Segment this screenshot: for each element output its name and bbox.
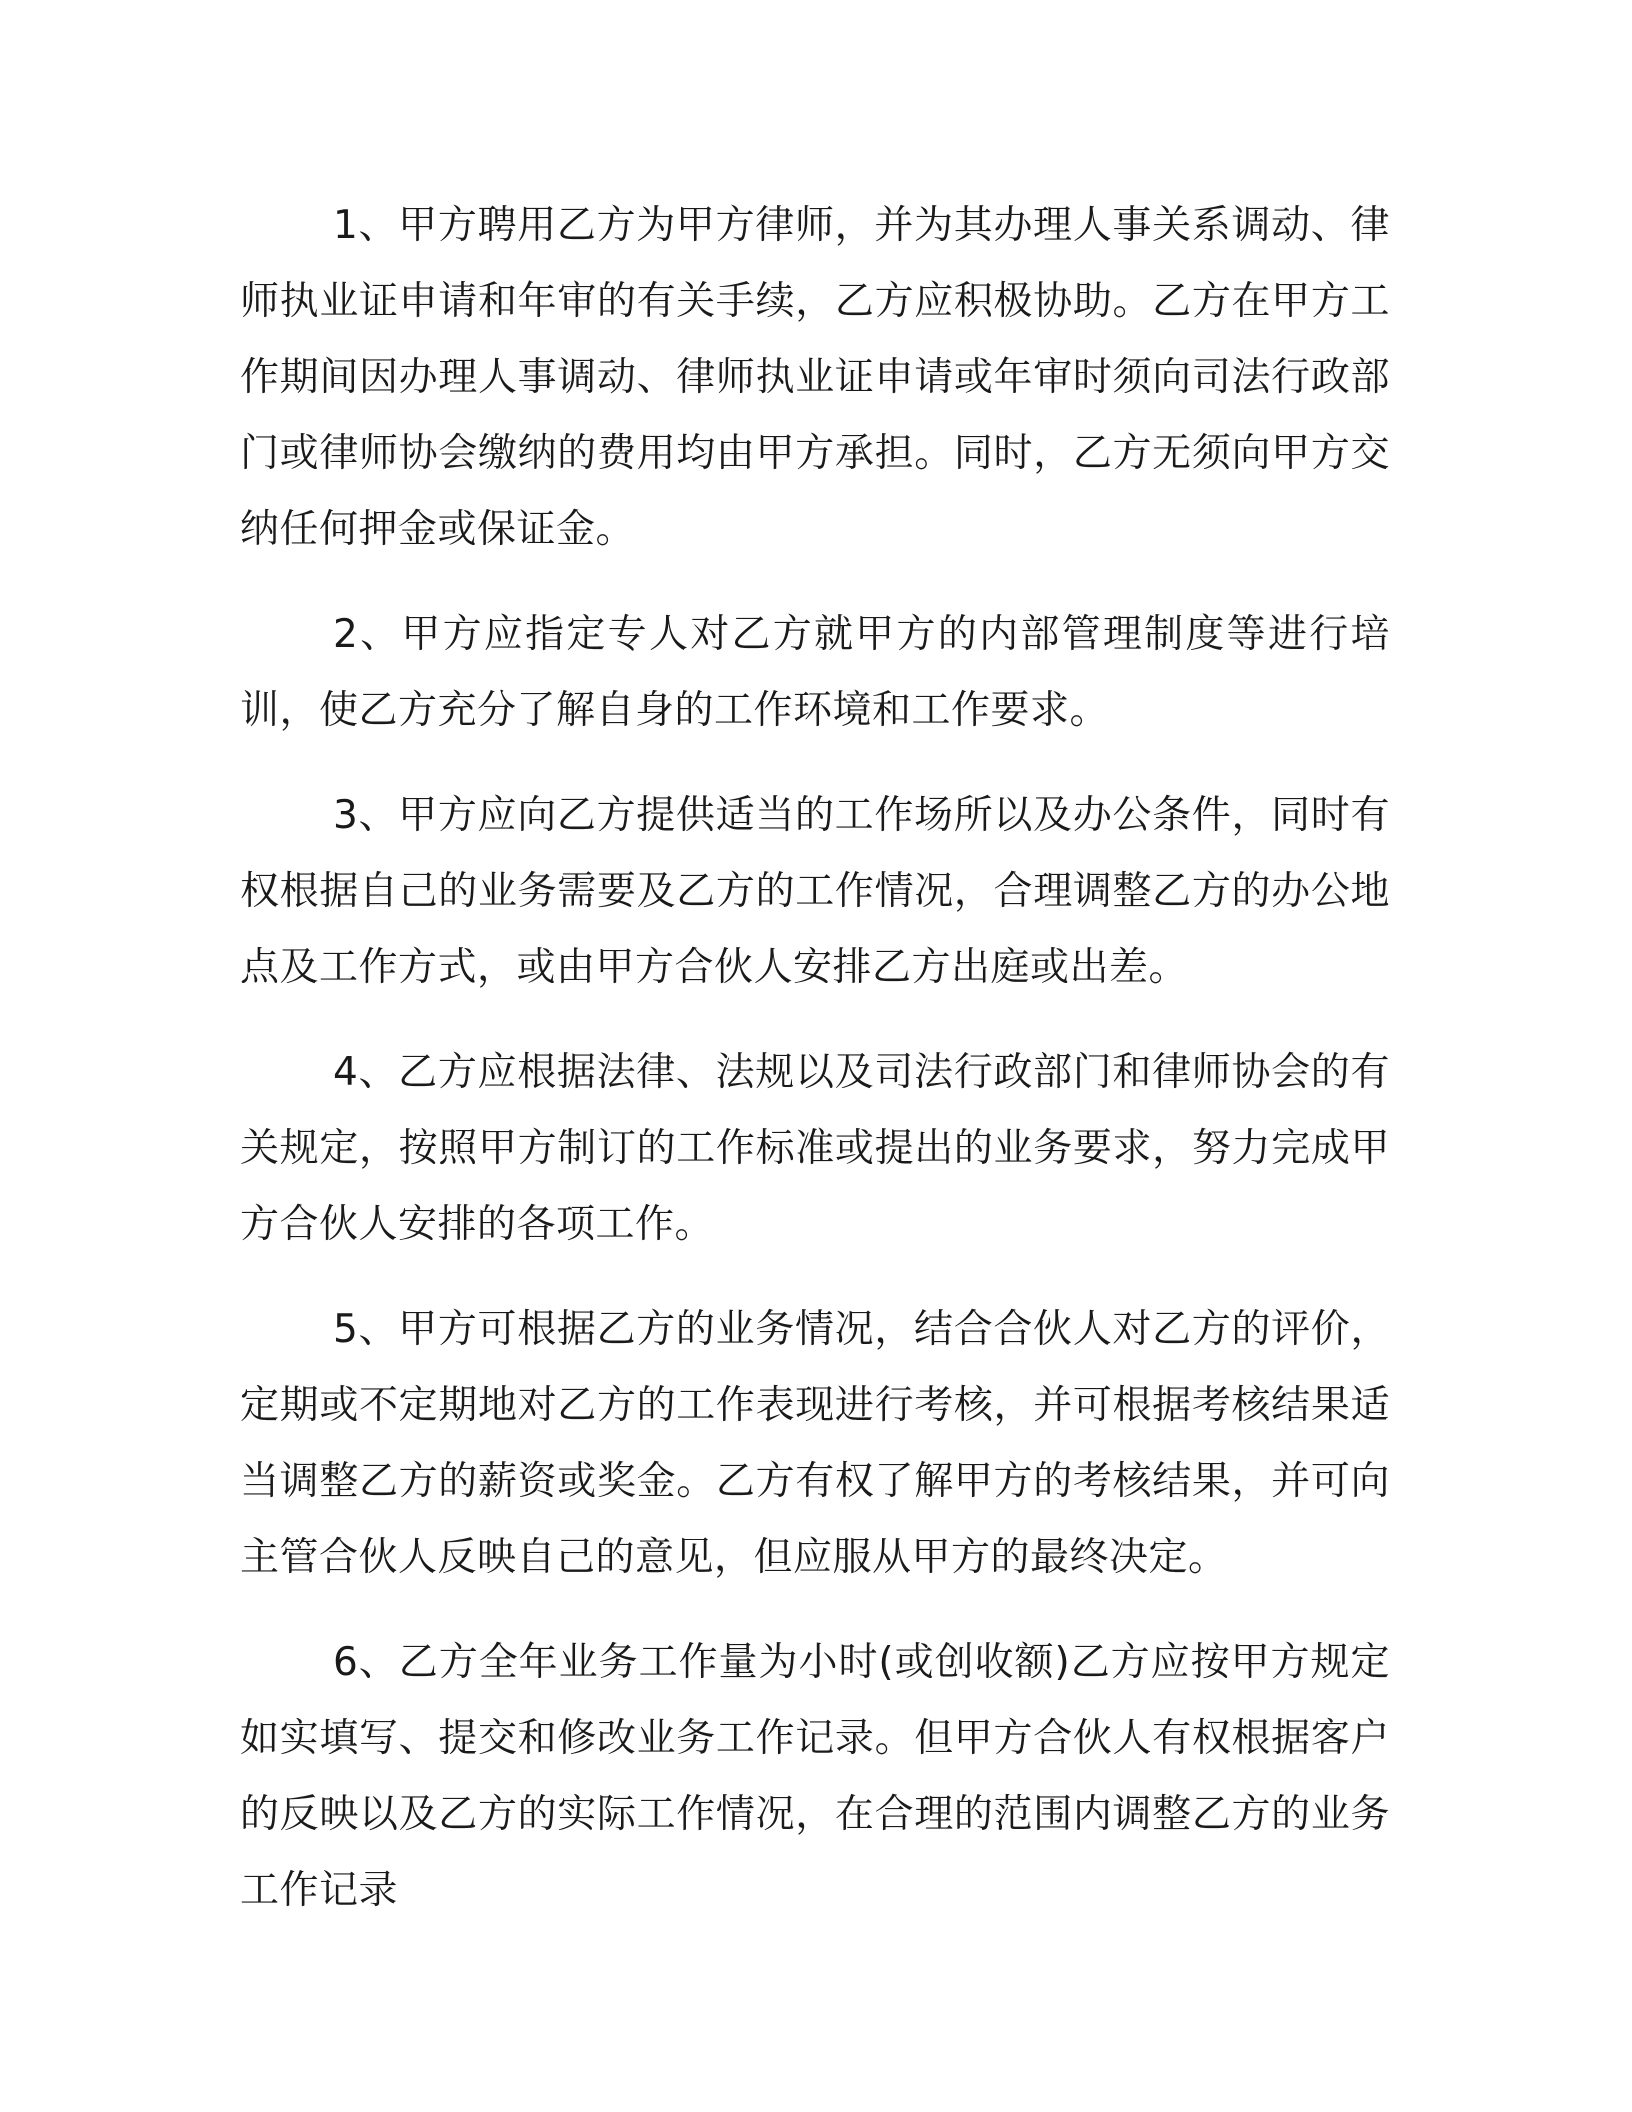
clause-5: 5、甲方可根据乙方的业务情况，结合合伙人对乙方的评价，定期或不定期地对乙方的工作表现进行考核，并可根据考核结果适当调整乙方的薪资或奖金。乙方有权了解甲方的考核结果，并可向主管合伙人反映自己的意见，但应服从甲方的最终决定。 — [240, 1307, 1390, 1580]
document-body — [240, 188, 1390, 1958]
clause-4: 4、乙方应根据法律、法规以及司法行政部门和律师协会的有关规定，按照甲方制订的工作标准或提出的业务要求，努力完成甲方合伙人安排的各项工作。 — [240, 1050, 1390, 1247]
clause-6: 6、乙方全年业务工作量为小时(或创收额)乙方应按甲方规定如实填写、提交和修改业务工作记录。但甲方合伙人有权根据客户的反映以及乙方的实际工作情况，在合理的范围内调整乙方的业务工作记录 — [240, 1640, 1390, 1913]
clause-1: 1、甲方聘用乙方为甲方律师，并为其办理人事关系调动、律师执业证申请和年审的有关手续，乙方应积极协助。乙方在甲方工作期间因办理人事调动、律师执业证申请或年审时须向司法行政部门或律师协会缴纳的费用均由甲方承担。同时，乙方无须向甲方交纳任何押金或保证金。 — [240, 203, 1390, 552]
clause-2: 2、甲方应指定专人对乙方就甲方的内部管理制度等进行培训，使乙方充分了解自身的工作环境和工作要求。 — [240, 612, 1390, 733]
clause-3: 3、甲方应向乙方提供适当的工作场所以及办公条件，同时有权根据自己的业务需要及乙方的工作情况，合理调整乙方的办公地点及工作方式，或由甲方合伙人安排乙方出庭或出差。 — [240, 793, 1390, 990]
